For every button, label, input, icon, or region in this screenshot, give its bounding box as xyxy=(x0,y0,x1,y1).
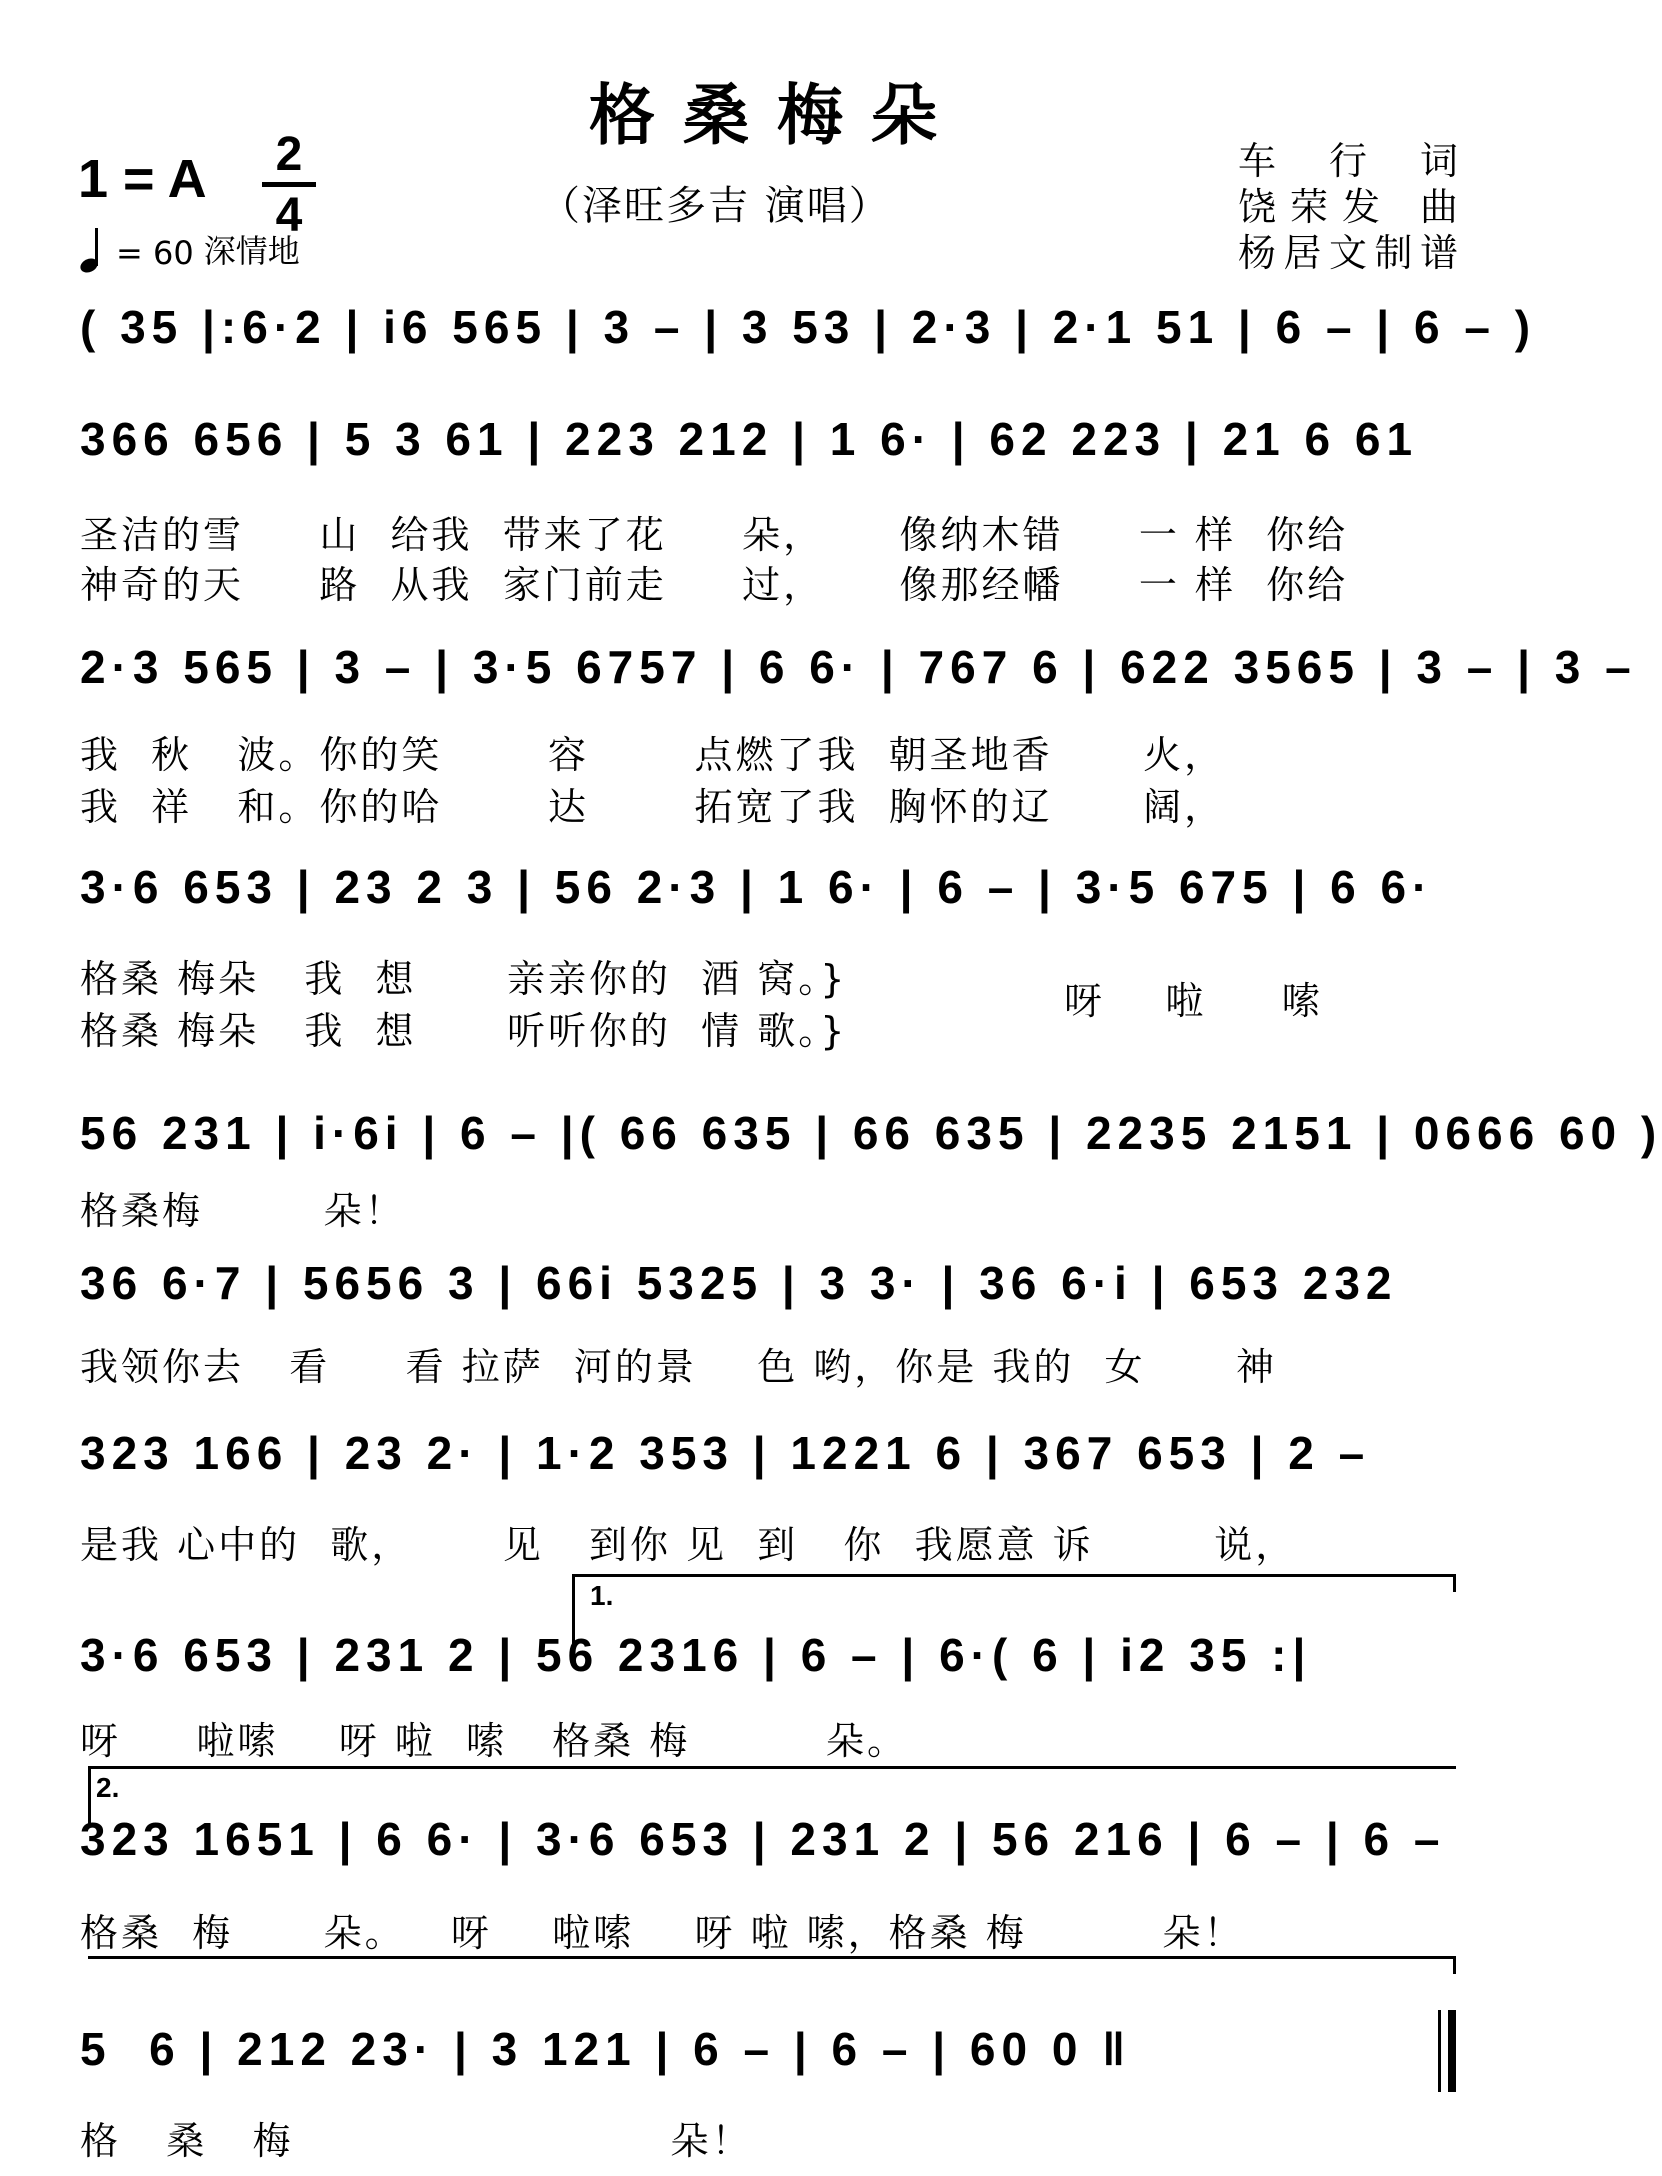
volta-bracket xyxy=(88,1766,1456,1769)
lyric-line: 格桑梅 朵！ xyxy=(80,1189,406,1233)
coda-bracket xyxy=(88,1956,1456,1959)
final-barline-thin xyxy=(1438,2010,1441,2092)
performer-credit: （泽旺多吉 演唱） xyxy=(540,183,891,229)
notation-row: 366 656 | 5 3 61 | 223 212 | 1 6· | 62 223 | 21 6 61 xyxy=(80,413,1419,465)
notation-row: 5 6 | 212 23· | 3 121 | 6 – | 6 – | 60 0 ‖ xyxy=(80,2023,1132,2075)
lyric-aside: 呀 啦 嗦 xyxy=(1064,979,1323,1023)
tempo-expression: 深情地 xyxy=(203,232,300,270)
composer-credit: 饶荣发 曲 xyxy=(1238,185,1458,229)
time-signature-numerator: 2 xyxy=(275,128,303,181)
notation-row: 323 1651 | 6 6· | 3·6 653 | 231 2 | 56 216 | 6 – | 6 – xyxy=(80,1813,1446,1865)
quarter-note-icon xyxy=(80,230,106,272)
notation-row: ( 35 |:6·2 | i6 565 | 3 – | 3 53 | 2·3 | 2·1 51 | 6 – | 6 – ) xyxy=(80,301,1537,353)
notation-row: 3·6 653 | 231 2 | 56 2316 | 6 – | 6·( 6 | i2 35 :| xyxy=(80,1629,1312,1681)
key-signature: 1 = A xyxy=(78,149,207,209)
notation-row: 2·3 565 | 3 – | 3·5 6757 | 6 6· | 767 6 | 622 3565 | 3 – | 3 – xyxy=(80,641,1637,693)
coda-bracket-edge xyxy=(1453,1956,1456,1974)
volta-label: 2. xyxy=(96,1772,120,1803)
lyric-line: 圣洁的雪 山 给我 带来了花 朵， 像纳木错 一 样 你给 xyxy=(80,513,1349,557)
lyric-line: 格桑 梅朵 我 想 听听你的 情 歌。} xyxy=(80,1009,848,1053)
lyric-line: 我领你去 看 看 拉萨 河的景 色 哟，你是 我的 女 神 xyxy=(80,1345,1277,1389)
volta-bracket-edge xyxy=(1453,1574,1456,1592)
tempo-bpm: = 60 xyxy=(116,234,194,272)
lyric-line: 神奇的天 路 从我 家门前走 过， 像那经幡 一 样 你给 xyxy=(80,563,1349,607)
engraver-credit: 杨居文制谱 xyxy=(1238,231,1458,275)
notation-row: 323 166 | 23 2· | 1·2 353 | 1221 6 | 367 653 | 2 – xyxy=(80,1427,1371,1479)
lyric-line: 格桑 梅朵 我 想 亲亲你的 酒 窝。} xyxy=(80,957,848,1001)
time-signature-denominator: 4 xyxy=(275,189,303,242)
song-title: 格桑梅朵 xyxy=(589,76,965,154)
notation-row: 3·6 653 | 23 2 3 | 56 2·3 | 1 6· | 6 – | 3·5 675 | 6 6· xyxy=(80,861,1434,913)
lyric-line: 格 桑 梅 朵！ xyxy=(80,2119,753,2163)
lyric-line: 是我 心中的 歌， 见 到你 见 到 你 我愿意 诉 说， xyxy=(80,1523,1297,1567)
tempo-marking xyxy=(80,226,300,272)
final-barline-thick xyxy=(1448,2010,1456,2092)
volta-label: 1. xyxy=(590,1580,614,1611)
notation-row: 56 231 | i·6i | 6 – |( 66 635 | 66 635 | 2235 2151 | 0666 60 ) xyxy=(80,1107,1662,1159)
volta-bracket xyxy=(572,1574,1456,1577)
lyric-line: 我 秋 波。你的笑 容 点燃了我 朝圣地香 火， xyxy=(80,733,1226,777)
lyric-line: 呀 啦嗦 呀 啦 嗦 格桑 梅 朵。 xyxy=(80,1719,908,1763)
lyric-line: 格桑 梅 朵。 呀 啦嗦 呀 啦 嗦，格桑 梅 朵！ xyxy=(80,1911,1245,1955)
credits-block xyxy=(1238,138,1458,276)
lyricist-credit: 车 行 词 xyxy=(1238,139,1458,183)
notation-row: 36 6·7 | 5656 3 | 66i 5325 | 3 3· | 36 6·i | 653 232 xyxy=(80,1257,1398,1309)
lyric-line: 我 祥 和。你的哈 达 拓宽了我 胸怀的辽 阔， xyxy=(80,785,1226,829)
time-signature-bar xyxy=(262,182,316,187)
time-signature xyxy=(262,128,316,242)
